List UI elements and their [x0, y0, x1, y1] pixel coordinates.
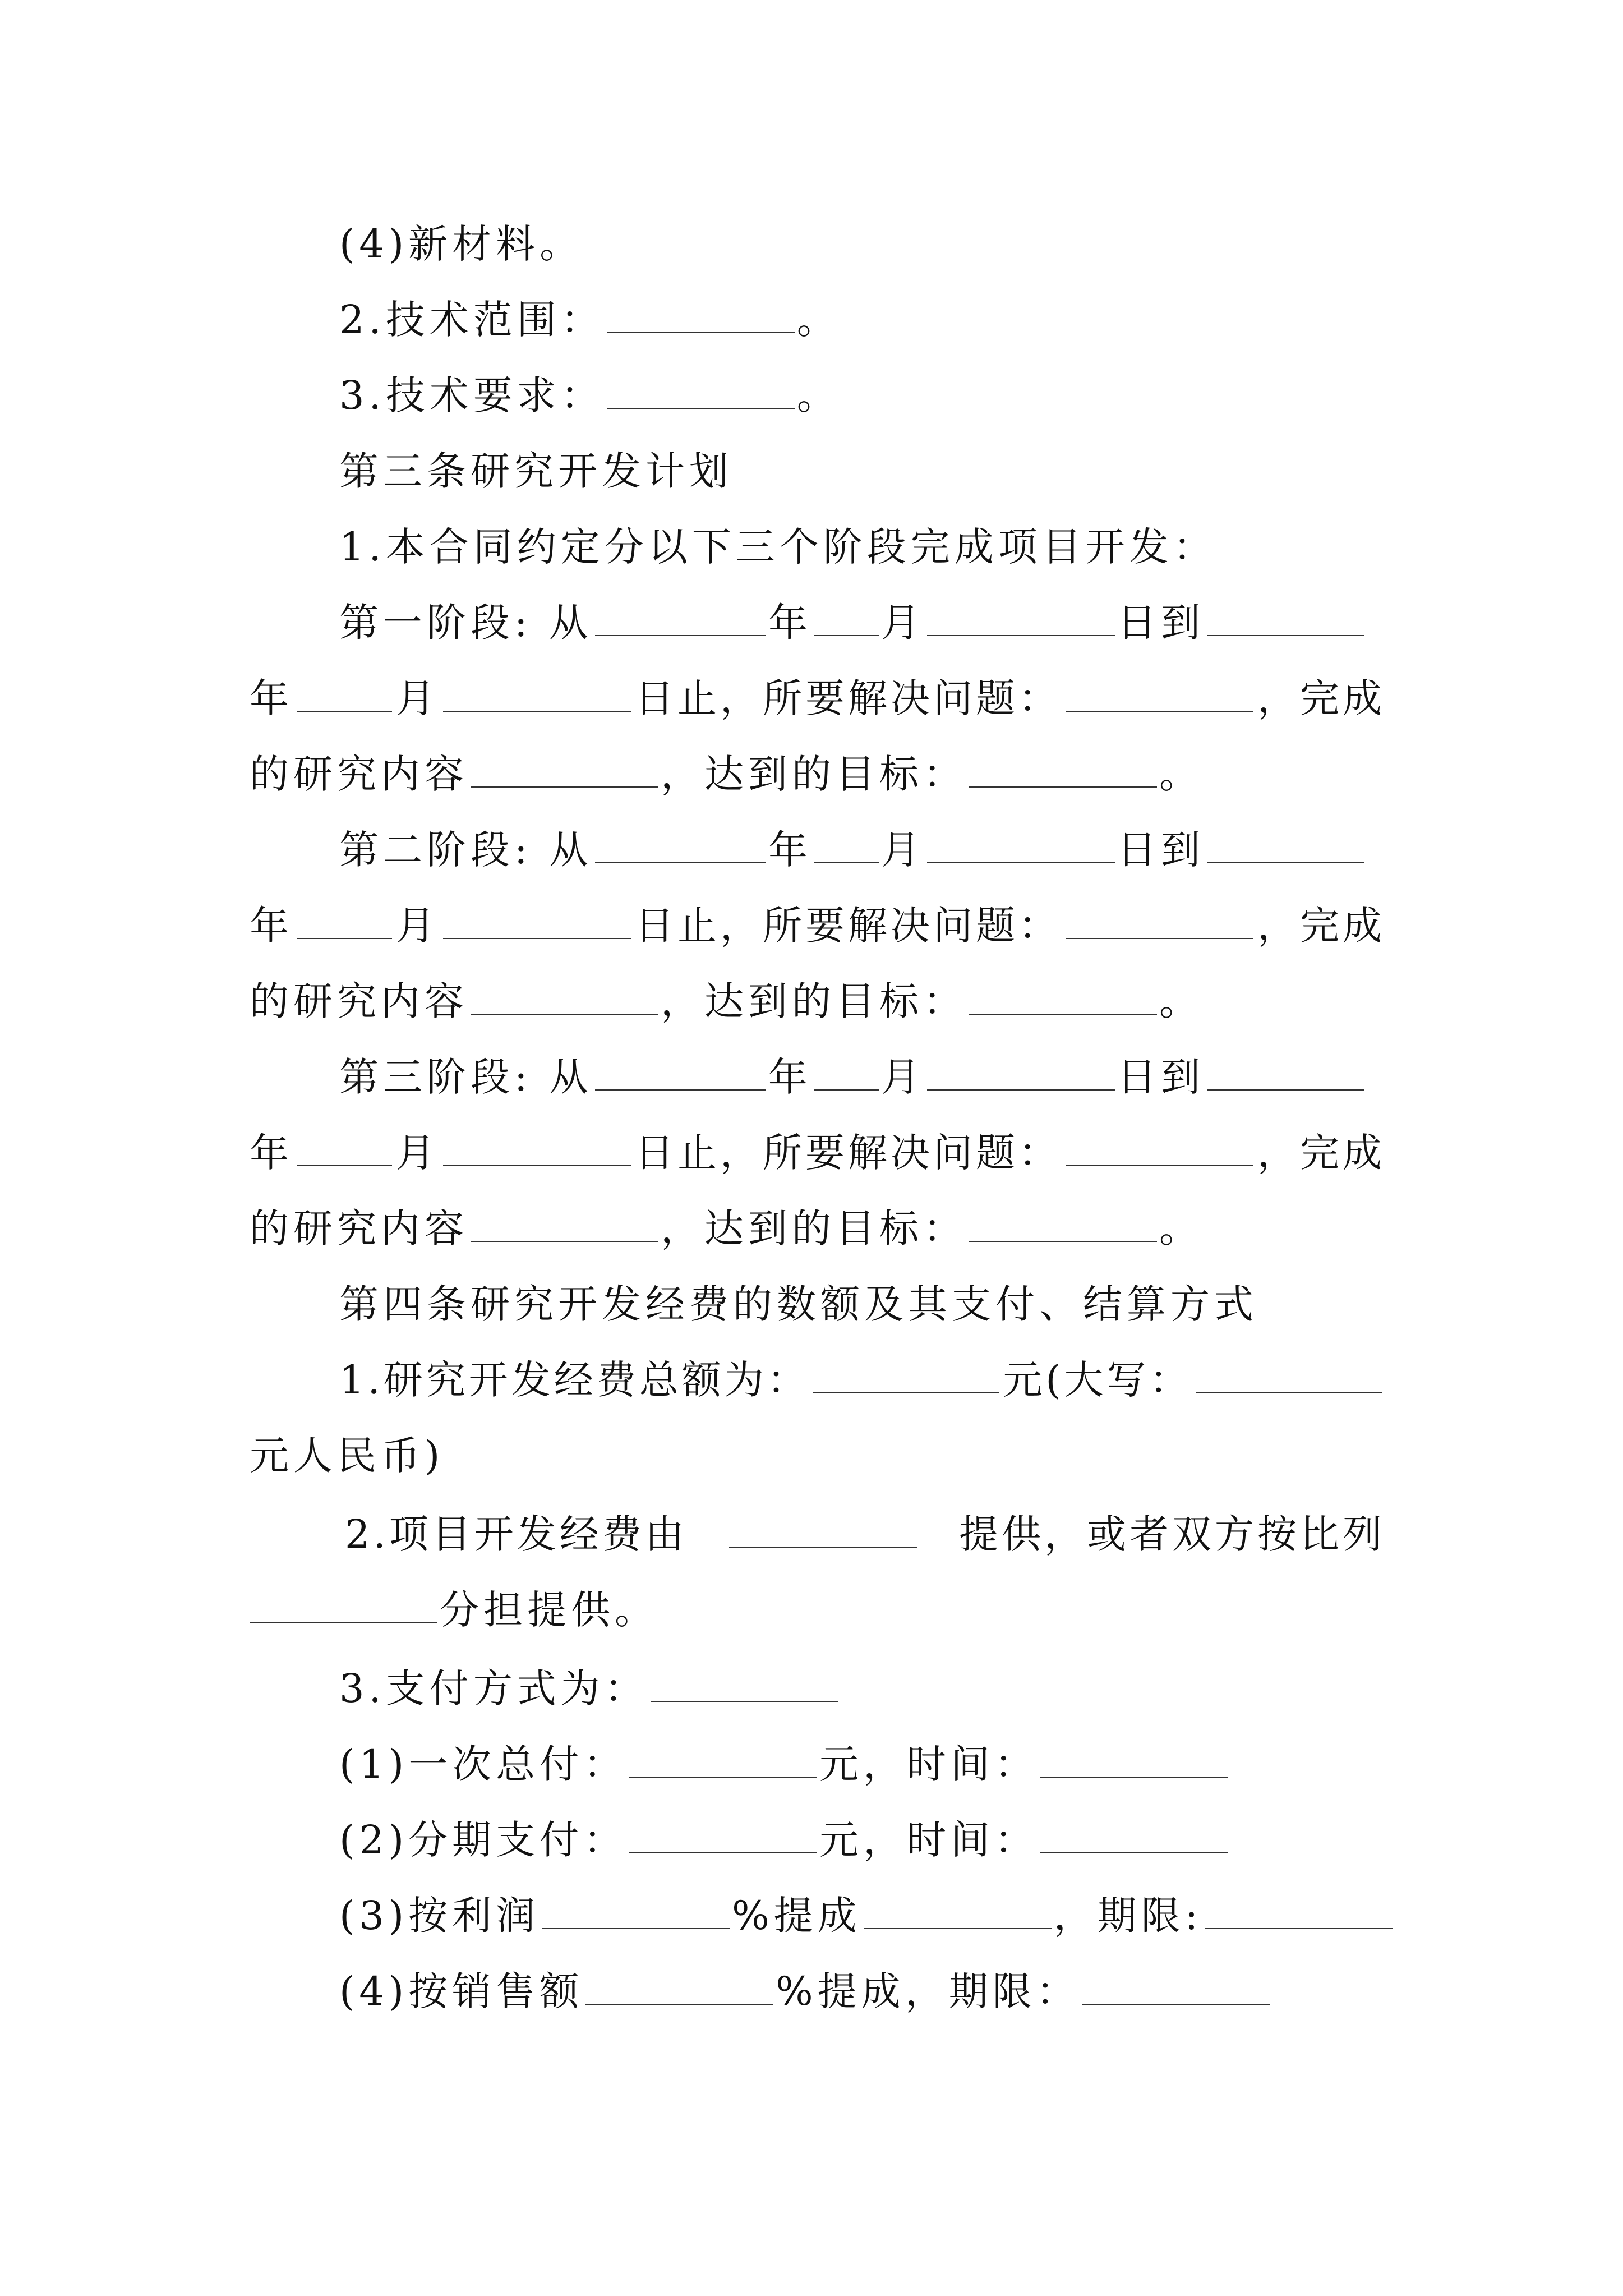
text: (2)分期支付：	[339, 1817, 628, 1863]
text: 。	[1159, 751, 1203, 797]
fill-blank[interactable]	[250, 1622, 437, 1623]
fill-blank[interactable]	[1207, 1089, 1364, 1091]
text: 日止，所要解决问题：	[635, 1130, 1061, 1176]
payment-installment-line	[0, 1803, 1623, 1876]
fill-blank[interactable]	[595, 1089, 766, 1091]
fill-blank[interactable]	[927, 862, 1115, 863]
text: 3.技术要求：	[339, 372, 605, 418]
fill-blank[interactable]	[443, 711, 631, 712]
text: ，完成	[1257, 903, 1385, 949]
text: 2.技术范围：	[339, 297, 605, 343]
text: (1)一次总付：	[339, 1741, 628, 1787]
text: 的研究内容	[250, 978, 468, 1024]
fill-blank[interactable]	[1196, 1392, 1382, 1393]
text: ，达到的目标：	[661, 751, 967, 797]
article-3-heading	[0, 435, 1623, 508]
funding-provider-line	[0, 1498, 1623, 1571]
text: 元，时间：	[819, 1817, 1039, 1863]
fill-blank[interactable]	[864, 1928, 1052, 1929]
text: 月	[396, 675, 439, 721]
text: ，达到的目标：	[661, 1205, 967, 1251]
text: 月	[880, 600, 925, 646]
payment-lump-sum-line	[0, 1728, 1623, 1801]
fill-blank[interactable]	[814, 635, 879, 636]
text: 月	[396, 903, 439, 949]
text: 日止，所要解决问题：	[635, 903, 1061, 949]
stage-2-line-2	[0, 889, 1623, 962]
text: ，达到的目标：	[661, 978, 967, 1024]
text: 。	[796, 297, 841, 343]
stage-3-line-3	[0, 1192, 1623, 1265]
fill-blank[interactable]	[595, 862, 766, 863]
fill-blank[interactable]	[471, 1241, 658, 1242]
text: 2.项目开发经费由	[345, 1511, 688, 1557]
text: 3.支付方式为：	[339, 1665, 648, 1711]
fill-blank[interactable]	[607, 332, 795, 333]
fill-blank[interactable]	[651, 1701, 838, 1702]
text: 日到	[1117, 1054, 1205, 1100]
tech-scope-line	[0, 283, 1623, 356]
stage-2-line-3	[0, 965, 1623, 1038]
text: 年	[768, 1054, 812, 1100]
text: 年	[768, 600, 812, 646]
text: 1.本合同约定分以下三个阶段完成项目开发：	[339, 524, 1217, 570]
fill-blank[interactable]	[814, 862, 879, 863]
fill-blank[interactable]	[1205, 1928, 1393, 1929]
text: 。	[1159, 1205, 1203, 1251]
fill-blank[interactable]	[542, 1928, 730, 1929]
fill-blank[interactable]	[1066, 1165, 1253, 1166]
text: 日到	[1117, 827, 1205, 873]
tech-requirement-line	[0, 359, 1623, 432]
text: 日止，所要解决问题：	[635, 675, 1061, 721]
fill-blank[interactable]	[969, 1014, 1157, 1015]
text: %提成	[732, 1893, 861, 1939]
funding-total-line-2	[0, 1419, 1623, 1492]
fill-blank[interactable]	[1207, 635, 1364, 636]
text: 年	[250, 903, 292, 949]
text: 元，时间：	[819, 1741, 1039, 1787]
text: 。	[1159, 978, 1203, 1024]
fill-blank[interactable]	[1066, 711, 1253, 712]
text: 第三条研究开发计划	[339, 448, 733, 494]
fill-blank[interactable]	[1040, 1852, 1228, 1853]
text: ，完成	[1257, 675, 1385, 721]
fill-blank[interactable]	[1040, 1777, 1228, 1778]
payment-sales-line	[0, 1955, 1623, 2028]
text: 的研究内容	[250, 751, 468, 797]
text: 元人民币)	[250, 1433, 445, 1479]
fill-blank[interactable]	[969, 786, 1157, 788]
fill-blank[interactable]	[297, 938, 392, 939]
stage-1-line-1	[0, 586, 1623, 659]
fill-blank[interactable]	[927, 635, 1115, 636]
text: 年	[250, 1130, 292, 1176]
three-stage-line	[0, 510, 1623, 583]
stage-3-line-2	[0, 1116, 1623, 1189]
text: 的研究内容	[250, 1205, 468, 1251]
fill-blank[interactable]	[1082, 2004, 1270, 2005]
text: 提供，或者双方按比列	[958, 1511, 1385, 1557]
stage-1-line-3	[0, 738, 1623, 811]
fill-blank[interactable]	[927, 1089, 1115, 1091]
text: 1.研究开发经费总额为：	[339, 1357, 810, 1403]
fill-blank[interactable]	[1066, 938, 1253, 939]
text: 第三阶段: 从	[339, 1054, 593, 1100]
text: 日到	[1117, 600, 1205, 646]
text: 月	[880, 827, 925, 873]
fill-blank[interactable]	[595, 635, 766, 636]
fill-blank[interactable]	[297, 1165, 392, 1166]
fill-blank[interactable]	[969, 1241, 1157, 1242]
item-new-materials	[0, 208, 1623, 280]
fill-blank[interactable]	[813, 1392, 999, 1393]
text: (4)按销售额	[339, 1968, 584, 2014]
stage-2-line-1	[0, 813, 1623, 886]
text: 第一阶段: 从	[339, 600, 593, 646]
payment-profit-line	[0, 1879, 1623, 1952]
fill-blank[interactable]	[729, 1547, 917, 1548]
text: ，期限:	[1053, 1893, 1203, 1939]
text: 年	[768, 827, 812, 873]
text: %提成，期限：	[776, 1968, 1080, 2014]
stage-1-line-2	[0, 662, 1623, 735]
fill-blank[interactable]	[443, 938, 631, 939]
text: (3)按利润	[339, 1893, 540, 1939]
text: 月	[396, 1130, 439, 1176]
text: 。	[796, 372, 841, 418]
fill-blank[interactable]	[607, 408, 795, 409]
fill-blank[interactable]	[471, 786, 658, 788]
fill-blank[interactable]	[585, 2004, 773, 2005]
funding-total-line	[0, 1343, 1623, 1416]
text: (4)新材料。	[339, 221, 584, 267]
text: 第二阶段: 从	[339, 827, 593, 873]
article-4-heading	[0, 1268, 1623, 1341]
fill-blank[interactable]	[297, 711, 392, 712]
text: 第四条研究开发经费的数额及其支付、结算方式	[339, 1281, 1258, 1327]
fill-blank[interactable]	[443, 1165, 631, 1166]
fill-blank[interactable]	[629, 1777, 817, 1778]
fill-blank[interactable]	[471, 1014, 658, 1015]
funding-provider-line-2	[0, 1573, 1623, 1646]
fill-blank[interactable]	[1207, 862, 1364, 863]
payment-method-line	[0, 1652, 1623, 1725]
stage-3-line-1	[0, 1041, 1623, 1114]
text: 分担提供。	[440, 1587, 658, 1633]
text: 元(大写：	[1003, 1357, 1192, 1403]
fill-blank[interactable]	[814, 1089, 879, 1091]
fill-blank[interactable]	[629, 1852, 817, 1853]
text: 月	[880, 1054, 925, 1100]
text: ，完成	[1257, 1130, 1385, 1176]
text: 年	[250, 675, 292, 721]
